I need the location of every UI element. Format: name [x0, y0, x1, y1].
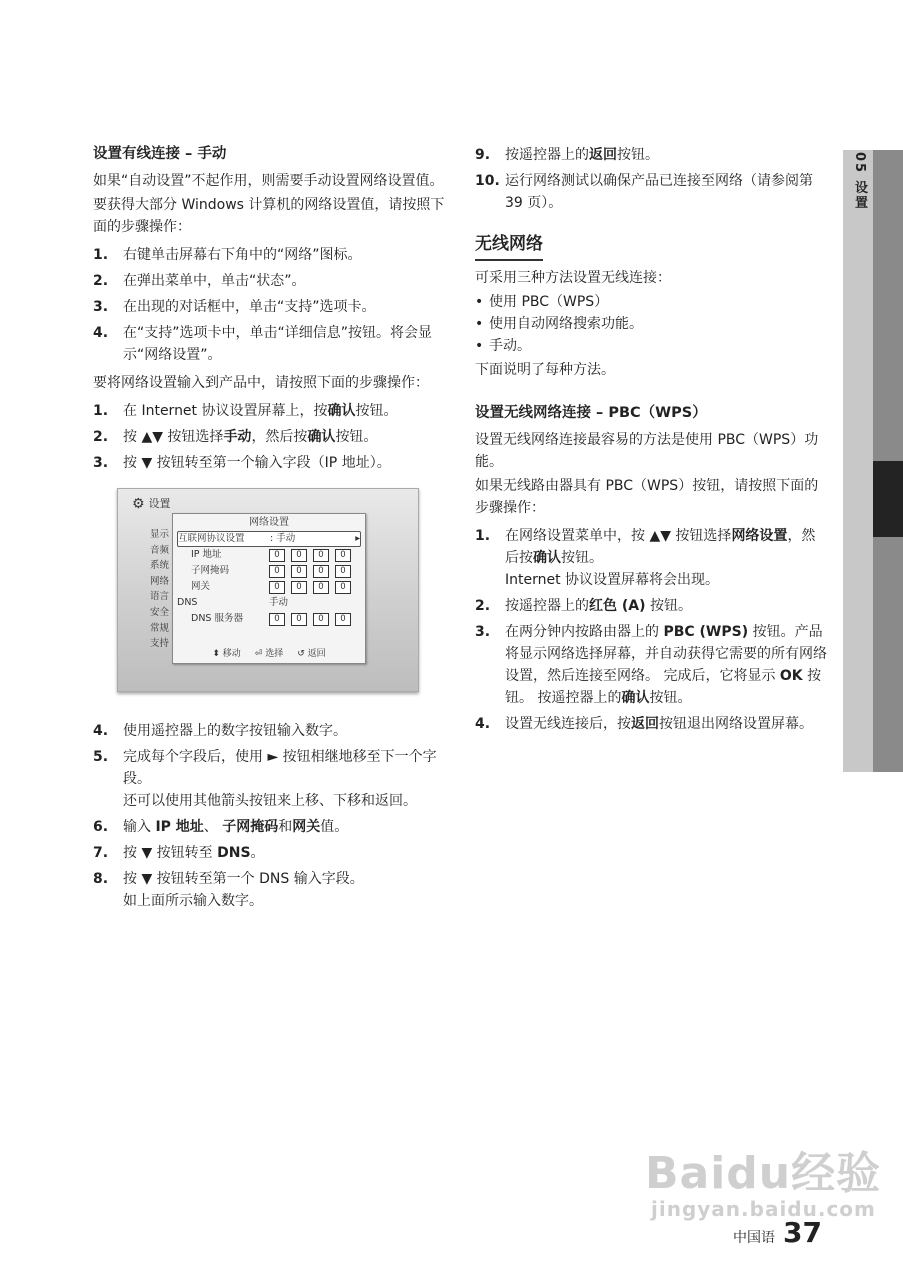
list-item: • 使用自动网络搜索功能。 — [475, 316, 643, 332]
sidebar-item-audio: 音频 — [150, 544, 170, 556]
gateway-field: 0 — [313, 581, 329, 594]
list-item: 9. 按遥控器上的返回按钮。 — [475, 147, 659, 163]
list-item: 6. 输入 IP 地址、 子网掩码和网关值。 — [93, 819, 349, 835]
mask-field: 0 — [335, 565, 351, 578]
section-heading-wired-manual: 设置有线连接 – 手动 — [93, 146, 227, 162]
paragraph: 下面说明了每种方法。 — [475, 362, 615, 378]
list-item: 3. 在两分钟内按路由器上的 PBC (WPS) 按钮。产品将显示网络选择屏幕，并自动获得它需要的所有网络设置，然后连接至网络。 完成后，它将显示 OK 按钮。 按遥控器上的确认按钮。 — [475, 624, 827, 706]
enter-icon: ⏎ — [254, 649, 263, 659]
dns-field: 0 — [313, 613, 329, 626]
dns-field: 0 — [291, 613, 307, 626]
dns-field: 0 — [335, 613, 351, 626]
left-column — [93, 142, 445, 918]
gateway-row: 网关 0 0 0 0 — [177, 580, 361, 594]
watermark-url: jingyan.baidu.com — [651, 1197, 876, 1221]
sidebar-item-general: 常规 — [150, 622, 170, 634]
mask-field: 0 — [291, 565, 307, 578]
dialog-title: 网络设置 — [249, 517, 289, 528]
right-column — [475, 142, 827, 741]
ip-address-row: IP 地址 0 0 0 0 — [177, 548, 361, 562]
list-item: • 手动。 — [475, 338, 531, 354]
dns-row: DNS 手动 — [177, 597, 289, 608]
arrow-right-icon: ▸ — [355, 533, 360, 544]
paragraph: 如果“自动设置”不起作用，则需要手动设置网络设置值。 — [93, 173, 444, 189]
dns-server-row: DNS 服务器 0 0 0 0 — [177, 612, 361, 626]
list-item: 2. 在弹出菜单中，单击“状态”。 — [93, 273, 306, 289]
return-icon: ↺ — [297, 649, 305, 659]
paragraph: 要获得大部分 Windows 计算机的网络设置值，请按照下面的步骤操作： — [93, 197, 445, 235]
ip-field: 0 — [269, 549, 285, 562]
gateway-field: 0 — [335, 581, 351, 594]
list-item: 4. 使用遥控器上的数字按钮输入数字。 — [93, 723, 347, 739]
paragraph: 要将网络设置输入到产品中，请按照下面的步骤操作： — [93, 375, 429, 391]
page-footer — [733, 1216, 822, 1249]
list-item: 4. 在“支持”选项卡中，单击“详细信息”按钮。将会显示“网络设置”。 — [93, 325, 433, 363]
dns-field: 0 — [269, 613, 285, 626]
list-item: 10. 运行网络测试以确保产品已连接至网络（请参阅第 39 页）。 — [475, 173, 813, 211]
paragraph: 如果无线路由器具有 PBC（WPS）按钮，请按照下面的步骤操作： — [475, 478, 819, 516]
gateway-field: 0 — [269, 581, 285, 594]
list-item: 8. 按 ▼ 按钮转至第一个 DNS 输入字段。 如上面所示输入数字。 — [93, 871, 364, 909]
list-item: 2. 按遥控器上的红色 (A) 按钮。 — [475, 598, 692, 614]
list-item: 4. 设置无线连接后，按返回按钮退出网络设置屏幕。 — [475, 716, 813, 732]
sidebar-item-support: 支持 — [150, 638, 170, 650]
ip-field: 0 — [291, 549, 307, 562]
page-number: 37 — [783, 1216, 822, 1249]
sidebar-item-network: 网络 — [150, 575, 170, 587]
sidebar-item-security: 安全 — [150, 606, 170, 618]
steps-list-continued — [93, 720, 445, 912]
section-heading-wireless: 无线网络 — [475, 230, 543, 261]
mask-field: 0 — [313, 565, 329, 578]
updown-icon: ⬍ — [212, 649, 220, 659]
steps-list-final — [475, 144, 827, 214]
gear-icon: ⚙ — [132, 496, 145, 512]
network-settings-dialog — [172, 513, 366, 664]
watermark — [645, 1150, 881, 1220]
sidebar-item-display: 显示 — [150, 529, 170, 540]
settings-sidebar — [150, 527, 169, 652]
list-item: 1. 在 Internet 协议设置屏幕上，按确认按钮。 — [93, 403, 398, 419]
list-item: 7. 按 ▼ 按钮转至 DNS。 — [93, 845, 265, 861]
subnet-mask-row: 子网掩码 0 0 0 0 — [177, 564, 361, 578]
ip-field: 0 — [335, 549, 351, 562]
screen-title: ⚙ 设置 — [132, 496, 171, 512]
sidebar-item-system: 系统 — [150, 560, 170, 572]
list-item: 2. 按 ▲▼ 按钮选择手动，然后按确认按钮。 — [93, 429, 378, 445]
list-item: 3. 按 ▼ 按钮转至第一个输入字段（IP 地址）。 — [93, 455, 391, 471]
list-item: • 使用 PBC（WPS） — [475, 294, 609, 310]
mask-field: 0 — [269, 565, 285, 578]
bullet-list — [475, 291, 827, 357]
language-label: 中国语 — [733, 1230, 775, 1246]
paragraph: 可采用三种方法设置无线连接： — [475, 270, 671, 286]
dialog-footer: ⬍ 移动 ⏎ 选择 ↺ 返回 — [212, 649, 326, 659]
section-heading-pbc: 设置无线网络连接 – PBC（WPS） — [475, 405, 707, 421]
ip-field: 0 — [313, 549, 329, 562]
steps-list-windows — [93, 244, 445, 366]
gateway-field: 0 — [291, 581, 307, 594]
sidebar-item-language: 语言 — [150, 591, 170, 603]
paragraph: 设置无线网络连接最容易的方法是使用 PBC（WPS）功能。 — [475, 432, 819, 470]
steps-list-pbc — [475, 525, 827, 735]
list-item: 1. 右键单击屏幕右下角中的“网络”图标。 — [93, 247, 362, 263]
tv-settings-screenshot — [117, 488, 419, 692]
list-item: 3. 在出现的对话框中，单击“支持”选项卡。 — [93, 299, 376, 315]
ip-settings-row: 互联网协议设置 : 手动 ▸ — [177, 531, 361, 547]
list-item: 1. 在网络设置菜单中，按 ▲▼ 按钮选择网络设置，然后按确认按钮。 Internet 协议设置屏幕将会出现。 — [475, 528, 816, 588]
chapter-tab-marker — [873, 461, 903, 537]
list-item: 5. 完成每个字段后，使用 ► 按钮相继地移至下一个字段。 还可以使用其他箭头按钮来上移、下移和返回。 — [93, 749, 437, 809]
chapter-tab-label: 05 设置 — [852, 152, 867, 211]
steps-list-product — [93, 400, 445, 474]
watermark-brand: Baidu经验 — [645, 1148, 882, 1199]
